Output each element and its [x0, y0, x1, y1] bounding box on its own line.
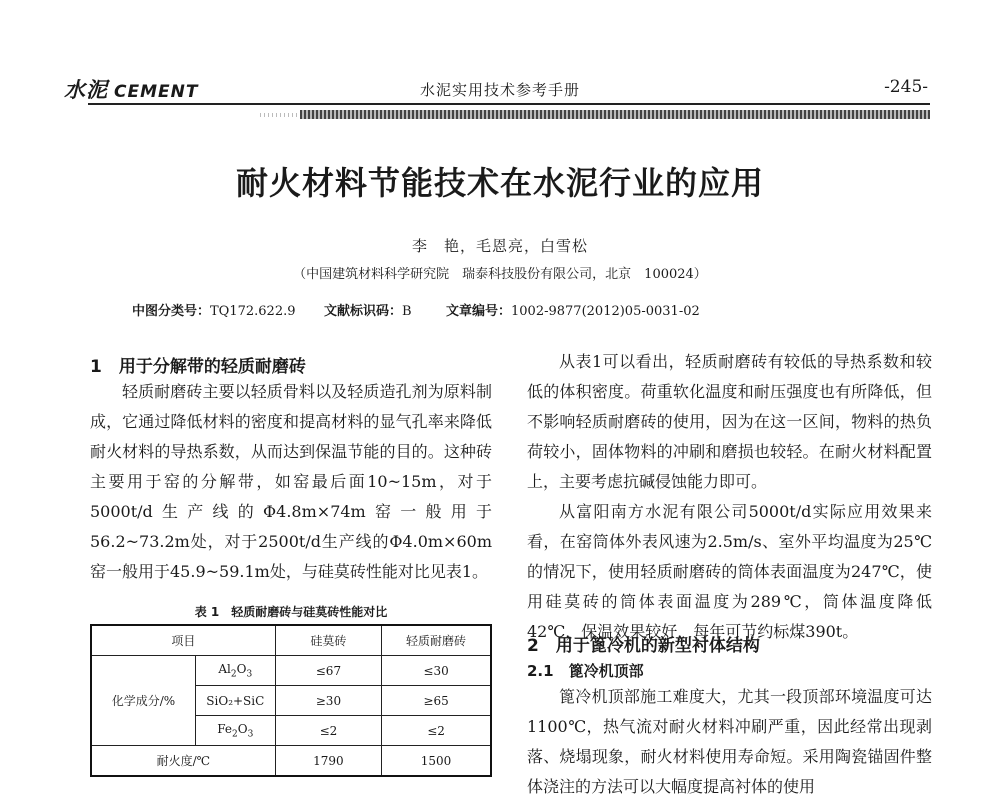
page-number: -245-: [884, 77, 928, 97]
article-title: 耐火材料节能技术在水泥行业的应用: [235, 164, 764, 202]
cell-value: ≤2: [275, 716, 381, 746]
right-paragraph-3: 篦冷机顶部施工难度大，尤其一段顶部环境温度可达1100℃，热气流对耐火材料冲刷严重，因此经常出现剥落、烧塌现象，耐火材料使用寿命短。采用陶瓷锚固件整体浇注的方法可以大幅度提高衬体的使用: [527, 687, 932, 796]
section-2-heading: 2 用于篦冷机的新型衬体结构: [527, 636, 760, 656]
right-paragraph-2: 从富阳南方水泥有限公司5000t/d实际应用效果来看，在窑筒体外表风速为2.5m/s、室外平均温度为25℃的情况下，使用轻质耐磨砖的筒体表面温度为247℃，使用硅莫砖的筒体表面温度为289℃，筒体温度降低42℃，保温效果较好，每年可节约标煤390t。: [527, 502, 932, 641]
doc-code-label: 文献标识码：: [324, 304, 403, 319]
cell-value: ≤67: [275, 656, 381, 686]
section-1-heading: 1 用于分解带的轻质耐磨砖: [90, 357, 306, 377]
logo-en: CEMENT: [114, 82, 199, 102]
cell-value: 1500: [382, 746, 491, 777]
clc-value: TQ172.622.9: [210, 304, 296, 319]
document-code: [324, 300, 412, 319]
cell-value: ≥30: [275, 686, 381, 716]
cell-value: ≥65: [382, 686, 491, 716]
article-no-value: 1002-9877(2012)05-0031-02: [511, 304, 700, 319]
running-title: 水泥实用技术参考手册: [419, 81, 580, 99]
group-label-chemical: 化学成分/%: [91, 656, 195, 746]
table-header-row: [91, 625, 491, 656]
header-cell-light-brick: 轻质耐磨砖: [382, 625, 491, 656]
header-cell-silica-mullite: 硅莫砖: [275, 625, 381, 656]
cell-value: 1790: [275, 746, 381, 777]
article-number: [446, 300, 700, 319]
authors: 李 艳，毛恩亮，白雪松: [411, 237, 588, 255]
table-1: [90, 624, 492, 777]
doc-code-value: B: [402, 304, 412, 319]
clc-label: 中图分类号：: [132, 304, 211, 319]
logo-cn: 水泥: [64, 77, 108, 102]
header-cell-item: 项目: [91, 625, 275, 656]
clc-number: [132, 300, 296, 319]
row-item-sio2-sic: SiO₂+SiC: [195, 686, 275, 716]
header-band: [300, 110, 930, 119]
affiliation: （中国建筑材料科学研究院 瑞泰科技股份有限公司，北京 100024）: [293, 267, 707, 282]
cell-value: ≤2: [382, 716, 491, 746]
right-paragraph-1: 从表1可以看出，轻质耐磨砖有较低的导热系数和较低的体积密度。荷重软化温度和耐压强度也有所降低，但不影响轻质耐磨砖的使用，因为在这一区间，物料的热负荷较小，固体物料的冲刷和磨损也较轻。在耐火材料配置上，主要考虑抗碱侵蚀能力即可。: [527, 352, 932, 491]
table-row: [91, 746, 491, 777]
section-1-paragraph: 轻质耐磨砖主要以轻质骨料以及轻质造孔剂为原料制成，它通过降低材料的密度和提高材料的显气孔率来降低耐火材料的导热系数，从而达到保温节能的目的。这种砖主要用于窑的分解带，如窑最后面10~15m，对于5000t/d生产线的Φ4.8m×74m窑一般用于56.2~73.2m处，对于2500t/d生产线的Φ4.0m×60m窑一般用于45.9~59.1m处，与硅莫砖性能对比见表1。: [90, 382, 492, 581]
row-item-refractoriness: 耐火度/℃: [91, 746, 275, 777]
cell-value: ≤30: [382, 656, 491, 686]
article-no-label: 文章编号：: [446, 304, 512, 319]
table-1-caption: 表 1 轻质耐磨砖与硅莫砖性能对比: [194, 605, 388, 619]
row-item-fe2o3: $Fe_2O_3$: [195, 716, 275, 746]
section-2-1-heading: 2.1 篦冷机顶部: [527, 662, 644, 680]
header-rule: [88, 103, 930, 105]
row-item-al2o3: $Al_2O_3$: [195, 656, 275, 686]
table-row: [91, 656, 491, 686]
